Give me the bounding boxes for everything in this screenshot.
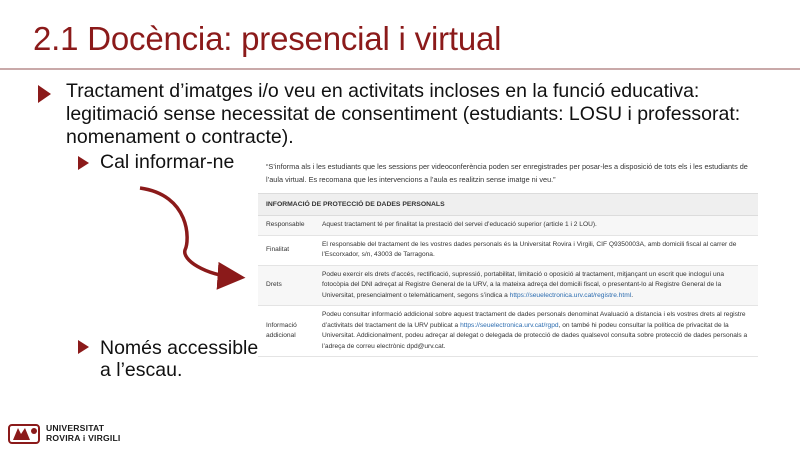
bullet-triangle-icon bbox=[38, 85, 51, 103]
data-protection-table bbox=[258, 193, 758, 357]
row-text: El responsable del tractament de les vostres dades personals és la Universitat Rovira i Virgili, CIF Q9350003A, amb domicili fiscal al carrer de l’Escorxador, s/n, 43003 de Tarragona. bbox=[314, 235, 758, 265]
row-text bbox=[314, 306, 758, 357]
table-row bbox=[258, 216, 758, 236]
row-label: Drets bbox=[258, 265, 314, 306]
row-label: Finalitat bbox=[258, 235, 314, 265]
row-text-part: Podeu consultar informació addicional sobre aquest tractament de dades personals denominat Avaluació a distancia i els vostres drets al registre d’activitats del tractament de la URV publicat a bbox=[322, 311, 746, 329]
row-label: Informació addicional bbox=[258, 306, 314, 357]
row-text-part: . bbox=[631, 291, 634, 299]
logo-line-2: ROVIRA i VIRGILI bbox=[46, 433, 121, 443]
row-label: Responsable bbox=[258, 216, 314, 236]
row-text bbox=[314, 265, 758, 306]
university-logo-text bbox=[46, 423, 121, 443]
urv-logo-icon bbox=[8, 422, 42, 446]
bullet-main-text: Tractament d’imatges i/o veu en activitats incloses en la funció educativa: legitimació sense necessitat de consentiment (estudiants: LOSU i professorat: nomenament o contracte). bbox=[66, 80, 741, 148]
table-row bbox=[258, 235, 758, 265]
table-row bbox=[258, 265, 758, 306]
sub-bullet-inform: Cal informar-ne bbox=[100, 151, 235, 173]
row-text-part: Podeu exercir els drets d’accés, rectificació, supressió, portabilitat, limitació o oposició al tractament, mitjançant un escrit que incloguí una fotocòpia del DNI adreçat al Registre General de la URV, a la mateixa adreça del domicili fiscal, o presentant-lo al Registre General de la Universitat, presencialment o telemàticament, segons s’indica a bbox=[322, 270, 725, 299]
registre-link[interactable]: https://seuelectronica.urv.cat/registre.html bbox=[509, 291, 632, 299]
curved-arrow-icon bbox=[130, 180, 250, 290]
row-text: Aquest tractament té per finalitat la prestació del servei d’educació superior (article 1 i 2 LOU). bbox=[314, 216, 758, 236]
slide-title: 2.1 Docència: presencial i virtual bbox=[33, 20, 502, 57]
table-row bbox=[258, 306, 758, 357]
sub-bullet-access: Només accessible a l’escau. bbox=[100, 337, 259, 381]
logo-line-1: UNIVERSITAT bbox=[46, 423, 105, 433]
sub-bullet-triangle-icon bbox=[78, 156, 89, 170]
privacy-notice-panel bbox=[258, 157, 758, 364]
title-divider bbox=[0, 68, 800, 70]
sub-bullet-triangle-icon bbox=[78, 340, 89, 354]
table-header: INFORMACIÓ DE PROTECCIÓ DE DADES PERSONALS bbox=[258, 194, 758, 216]
recording-notice-quote: “S’informa als i les estudiants que les sessions per videoconferència poden ser enregistrades per posar-les a disposició de tots els i les estudiants de l’aula virtual. Es recomana que les intervencions a l’aula es realitzin sense imatge ni veu.” bbox=[266, 162, 748, 184]
rgpd-link[interactable]: https://seuelectronica.urv.cat/rgpd bbox=[460, 321, 559, 329]
row-text-part: , on també hi podeu consultar la política de privacitat de la Universitat. Addicionalment, podeu adreçar al delegat o delegada de protecció de dades qualsevol consulta sobre protecció de dades personals a l’adreça de correu electrònic dpd@urv.cat. bbox=[322, 321, 748, 350]
